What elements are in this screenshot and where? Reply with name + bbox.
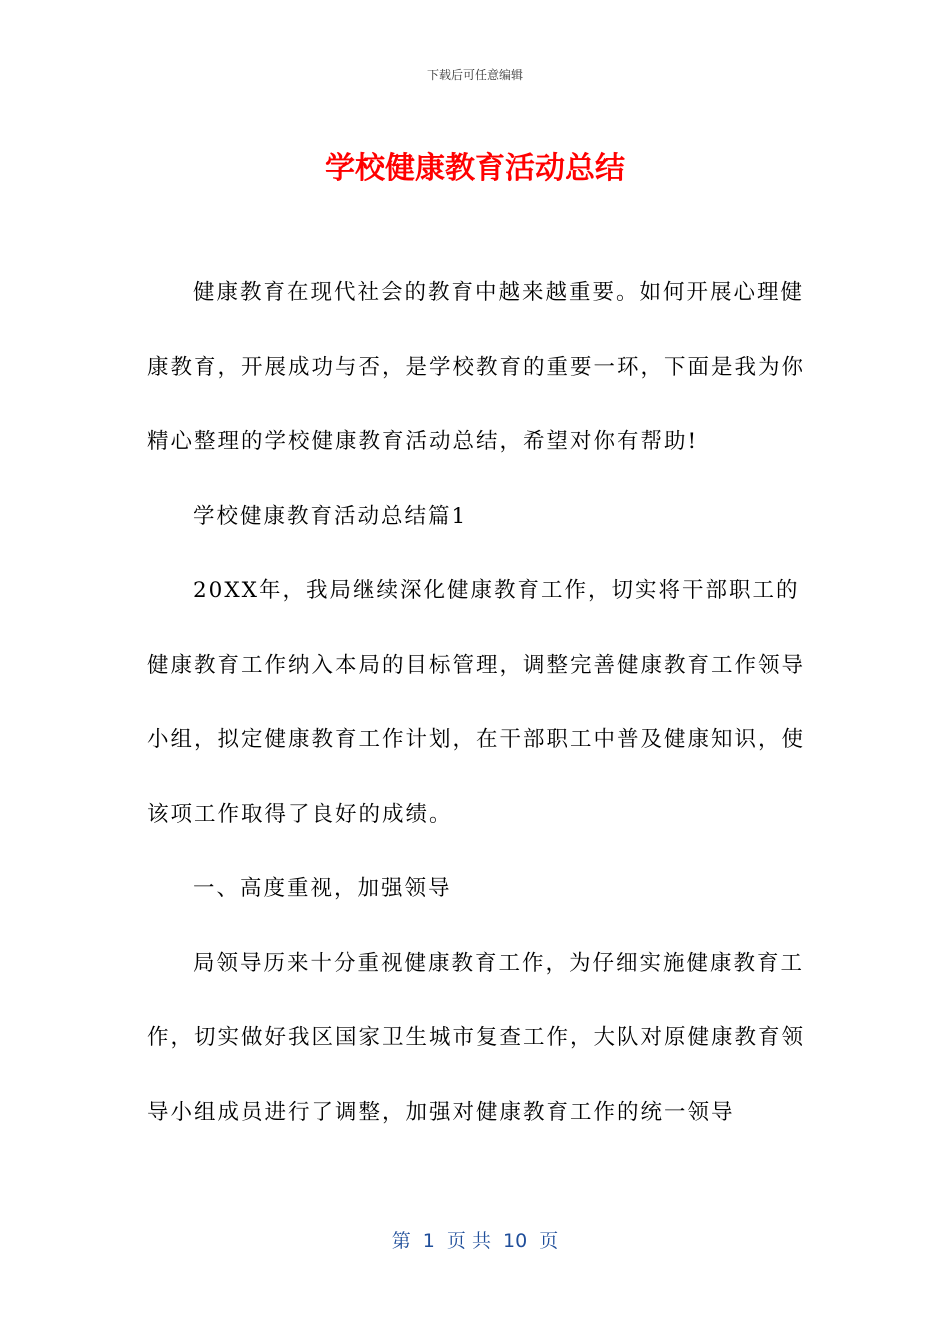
header-note: 下载后可任意编辑 (426, 68, 523, 82)
body-paragraph: 局领导历来十分重视健康教育工作，为仔细实施健康教育工作，切实做好我区国家卫生城市复查工作，大队对原健康教育领导小组成员进行了调整，加强对健康教育工作的统一领导 (147, 950, 806, 1125)
document-title: 学校健康教育活动总结 (325, 151, 625, 186)
document-body (147, 256, 807, 1150)
section-heading: 学校健康教育活动总结篇1 (193, 503, 468, 529)
subsection-heading: 一、高度重视，加强领导 (193, 876, 452, 901)
intro-paragraph: 健康教育在现代社会的教育中越来越重要。如何开展心理健康教育，开展成功与否，是学校教育的重要一环，下面是我为你精心整理的学校健康教育活动总结，希望对你有帮助! (147, 280, 806, 454)
body-paragraph: 20XX年，我局继续深化健康教育工作，切实将干部职工的健康教育工作纳入本局的目标管理，调整完善健康教育工作领导小组，拟定健康教育工作计划，在干部职工中普及健康知识，使该项工作取得了良好的成绩。 (147, 578, 806, 827)
page-number-footer: 第 1 页 共 10 页 (391, 1230, 559, 1252)
